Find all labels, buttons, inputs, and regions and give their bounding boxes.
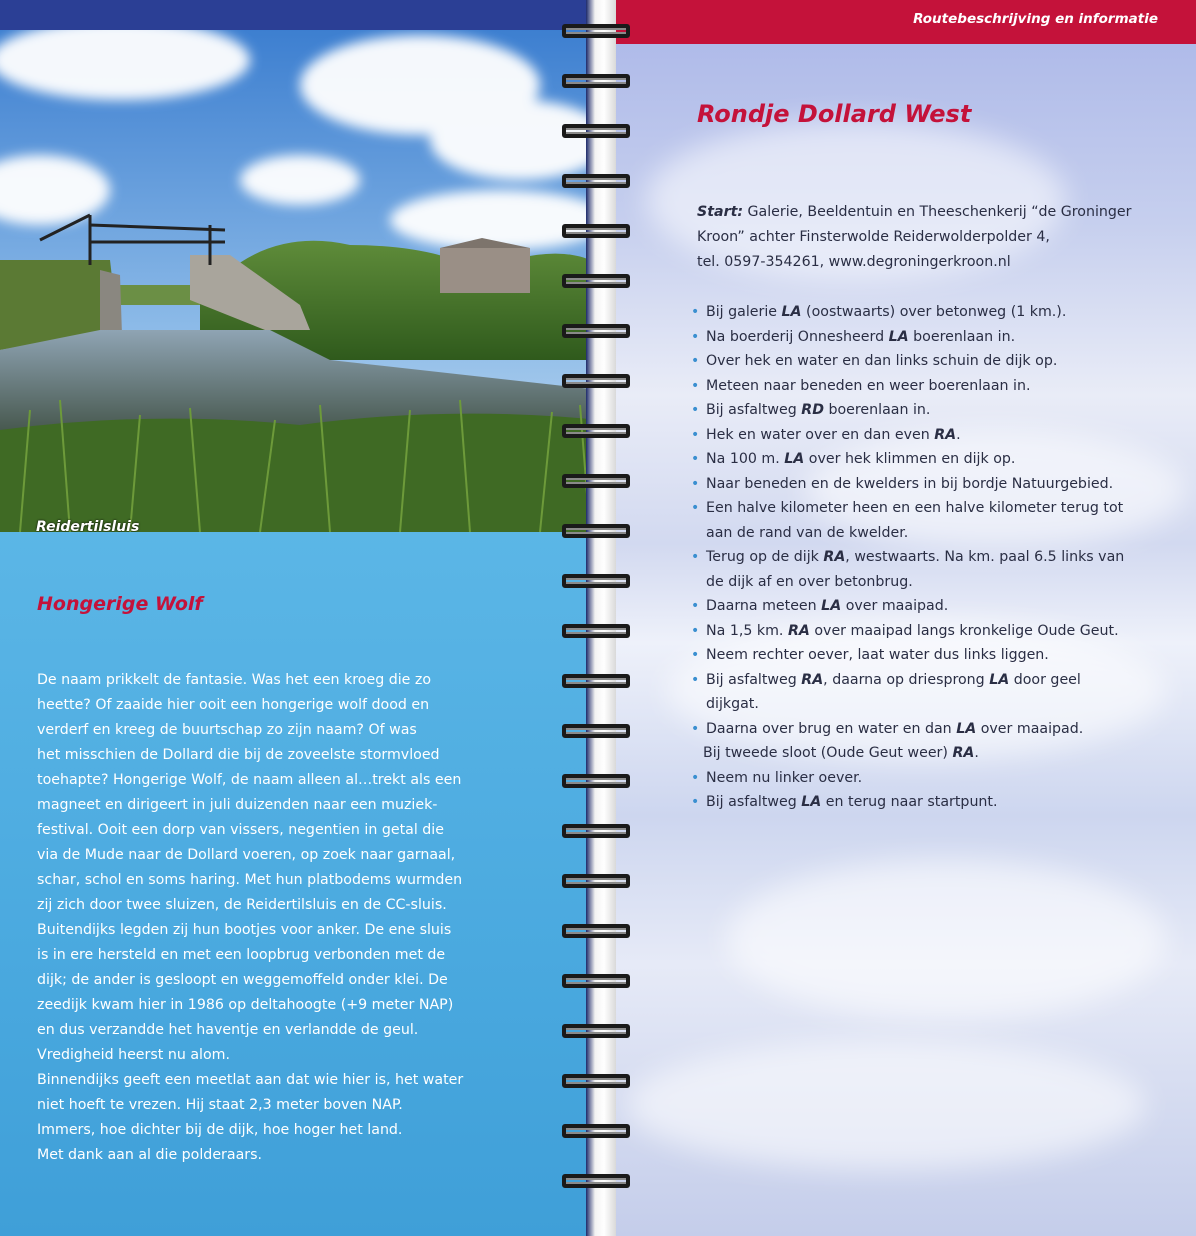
step-text: over maaipad langs kronkelige Oude Geut. bbox=[809, 622, 1119, 639]
direction-code: LA bbox=[784, 451, 805, 467]
bullet-icon: • bbox=[691, 622, 700, 639]
step-text: Neem nu linker oever. bbox=[706, 769, 863, 786]
body-line: heette? Of zaaide hier ooit een hongerige wolf dood en bbox=[37, 697, 430, 713]
direction-code: LA bbox=[888, 328, 909, 345]
step-text: . bbox=[956, 426, 961, 443]
step-text: (oostwaarts) over betonweg (1 km.). bbox=[801, 304, 1067, 320]
route-step bbox=[686, 325, 1156, 350]
route-step bbox=[686, 668, 1156, 717]
route-step bbox=[686, 594, 1156, 619]
step-text: de dijk af en over betonbrug. bbox=[706, 573, 913, 590]
direction-code: RA bbox=[801, 671, 824, 688]
bullet-icon: • bbox=[691, 769, 700, 786]
bullet-icon: • bbox=[691, 304, 700, 320]
spiral-coil bbox=[560, 22, 634, 44]
body-line: zij zich door twee sluizen, de Reidertilsluis en de CC-sluis. bbox=[37, 897, 447, 913]
spiral-coil bbox=[560, 272, 634, 294]
route-directions-list bbox=[686, 300, 1156, 815]
spiral-coil bbox=[560, 922, 634, 944]
spiral-coil bbox=[560, 972, 634, 994]
spiral-coil bbox=[560, 1072, 634, 1094]
route-step-line bbox=[706, 717, 1156, 742]
route-step bbox=[686, 423, 1156, 448]
route-step bbox=[686, 717, 1156, 742]
body-line: via de Mude naar de Dollard voeren, op zoek naar garnaal, bbox=[37, 847, 456, 863]
step-text: Terug op de dijk bbox=[706, 549, 824, 565]
bullet-icon: • bbox=[691, 549, 700, 565]
step-text: over maaipad. bbox=[976, 720, 1084, 737]
route-step bbox=[686, 398, 1156, 423]
spiral-coil bbox=[560, 822, 634, 844]
bullet-icon: • bbox=[691, 377, 700, 394]
spiral-coil bbox=[560, 572, 634, 594]
start-text: Galerie, Beeldentuin en Theeschenkerij “de Groninger bbox=[743, 204, 1132, 220]
route-step bbox=[686, 300, 1156, 325]
lock-landscape-illustration bbox=[0, 30, 600, 532]
body-line: Binnendijks geeft een meetlat aan dat wie hier is, het water bbox=[37, 1072, 464, 1088]
route-step-line bbox=[706, 496, 1156, 521]
step-text: aan de rand van de kwelder. bbox=[706, 524, 909, 541]
bullet-icon: • bbox=[691, 451, 700, 467]
spiral-coil bbox=[560, 1122, 634, 1144]
spiral-coil bbox=[560, 522, 634, 544]
bullet-icon: • bbox=[691, 671, 700, 688]
spiral-coil bbox=[560, 172, 634, 194]
route-step bbox=[686, 790, 1156, 815]
body-line: verderf en kreeg de buurtschap zo zijn naam? Of was bbox=[37, 722, 417, 738]
route-step-line bbox=[706, 325, 1156, 350]
bullet-icon: • bbox=[691, 500, 700, 516]
route-step-line bbox=[706, 619, 1156, 644]
left-top-band bbox=[0, 0, 600, 30]
start-text: Kroon” achter Finsterwolde Reiderwolderpolder 4, bbox=[697, 229, 1050, 245]
spiral-coil bbox=[560, 672, 634, 694]
direction-code: RA bbox=[787, 622, 810, 639]
direction-code: LA bbox=[989, 671, 1010, 688]
step-text: Bij asfaltweg bbox=[706, 671, 802, 688]
route-step-line bbox=[706, 570, 1156, 595]
bullet-icon: • bbox=[691, 353, 700, 369]
reidertilsluis-photo bbox=[0, 30, 600, 532]
route-step-line bbox=[706, 349, 1156, 374]
spiral-coil bbox=[560, 622, 634, 644]
direction-code: LA bbox=[821, 598, 842, 614]
spiral-coil bbox=[560, 72, 634, 94]
step-text: Meteen naar beneden en weer boerenlaan in. bbox=[706, 377, 1031, 394]
bullet-icon: • bbox=[691, 794, 700, 810]
route-step-line bbox=[706, 423, 1156, 448]
step-text: . bbox=[974, 745, 979, 761]
body-line: zeedijk kwam hier in 1986 op deltahoogte (+9 meter NAP) bbox=[37, 997, 454, 1013]
bullet-icon: • bbox=[691, 328, 700, 345]
direction-code: LA bbox=[801, 794, 822, 810]
step-text: boerenlaan in. bbox=[823, 402, 931, 418]
step-text: en terug naar startpunt. bbox=[821, 794, 998, 810]
route-step-line bbox=[706, 790, 1156, 815]
body-line: toehapte? Hongerige Wolf, de naam alleen al…trekt als een bbox=[37, 772, 462, 788]
step-text: Bij galerie bbox=[706, 304, 782, 320]
step-text: Na boerderij Onnesheerd bbox=[706, 328, 889, 345]
bullet-icon: • bbox=[691, 720, 700, 737]
route-step-line bbox=[706, 692, 1156, 717]
bullet-icon: • bbox=[691, 598, 700, 614]
step-text: Na 100 m. bbox=[706, 451, 785, 467]
direction-code: RA bbox=[934, 426, 957, 443]
left-heading: Hongerige Wolf bbox=[37, 593, 203, 615]
direction-code: RD bbox=[801, 402, 824, 418]
body-line: festival. Ooit een dorp van vissers, negentien in getal die bbox=[37, 822, 444, 838]
right-top-band bbox=[606, 0, 1196, 44]
body-line: dijk; de ander is gesloopt en weggemoffeld onder klei. De bbox=[37, 972, 448, 988]
body-line: Buitendijks legden zij hun bootjes voor anker. De ene sluis bbox=[37, 922, 452, 938]
body-line: niet hoeft te vrezen. Hij staat 2,3 meter boven NAP. bbox=[37, 1097, 403, 1113]
spiral-coil bbox=[560, 1172, 634, 1194]
body-line: magneet en dirigeert in juli duizenden naar een muziek- bbox=[37, 797, 438, 813]
step-text: Hek en water over en dan even bbox=[706, 426, 935, 443]
spiral-coil bbox=[560, 872, 634, 894]
route-step bbox=[686, 447, 1156, 472]
route-step bbox=[686, 349, 1156, 374]
spiral-binding bbox=[560, 0, 636, 1236]
spiral-coil bbox=[560, 322, 634, 344]
body-line: De naam prikkelt de fantasie. Was het een kroeg die zo bbox=[37, 672, 432, 688]
step-text: over hek klimmen en dijk op. bbox=[804, 451, 1016, 467]
body-line: Immers, hoe dichter bij de dijk, hoe hoger het land. bbox=[37, 1122, 403, 1138]
body-line: Met dank aan al die polderaars. bbox=[37, 1147, 262, 1163]
spiral-coil bbox=[560, 1022, 634, 1044]
body-line: Vredigheid heerst nu alom. bbox=[37, 1047, 230, 1063]
route-step-line bbox=[706, 643, 1156, 668]
bullet-icon: • bbox=[691, 647, 700, 663]
section-header: Routebeschrijving en informatie bbox=[913, 11, 1158, 27]
direction-code: LA bbox=[956, 720, 977, 737]
step-text: Daarna over brug en water en dan bbox=[706, 720, 957, 737]
direction-code: LA bbox=[781, 304, 802, 320]
route-step bbox=[686, 643, 1156, 668]
route-step-line bbox=[706, 472, 1156, 497]
body-line: het misschien de Dollard die bij de zoveelste stormvloed bbox=[37, 747, 440, 763]
route-step bbox=[686, 741, 1156, 766]
spiral-coil bbox=[560, 722, 634, 744]
step-text: Over hek en water en dan links schuin de dijk op. bbox=[706, 353, 1058, 369]
step-text: Neem rechter oever, laat water dus links liggen. bbox=[706, 647, 1049, 663]
start-line bbox=[697, 250, 1157, 275]
route-step-line bbox=[706, 766, 1156, 791]
route-step-line bbox=[706, 398, 1156, 423]
bullet-icon: • bbox=[691, 426, 700, 443]
route-step-line bbox=[706, 521, 1156, 546]
body-line: en dus verzandde het haventje en verlandde de geul. bbox=[37, 1022, 419, 1038]
left-body-text bbox=[37, 668, 507, 1168]
route-step-line bbox=[706, 447, 1156, 472]
direction-code: RA bbox=[952, 745, 975, 761]
route-step bbox=[686, 496, 1156, 545]
step-text: Daarna meteen bbox=[706, 598, 822, 614]
step-text: dijkgat. bbox=[706, 696, 759, 712]
spiral-coil bbox=[560, 772, 634, 794]
start-label: Start: bbox=[697, 204, 744, 220]
start-text: tel. 0597-354261, www.degroningerkroon.nl bbox=[697, 254, 1011, 270]
start-line bbox=[697, 200, 1157, 225]
route-step bbox=[686, 545, 1156, 594]
photo-caption: Reidertilsluis bbox=[36, 519, 140, 532]
route-step-line bbox=[706, 594, 1156, 619]
step-text: over maaipad. bbox=[841, 598, 949, 614]
bullet-icon: • bbox=[691, 402, 700, 418]
bullet-icon: • bbox=[691, 475, 700, 492]
route-step-line bbox=[706, 300, 1156, 325]
route-step-line bbox=[706, 545, 1156, 570]
start-info bbox=[697, 200, 1157, 275]
step-text: , westwaarts. Na km. paal 6.5 links van bbox=[845, 549, 1125, 565]
route-step bbox=[686, 374, 1156, 399]
route-title: Rondje Dollard West bbox=[697, 100, 972, 128]
route-step-line bbox=[706, 374, 1156, 399]
route-step bbox=[686, 619, 1156, 644]
spiral-coil bbox=[560, 422, 634, 444]
spiral-coil bbox=[560, 122, 634, 144]
step-text: Een halve kilometer heen en een halve kilometer terug tot bbox=[706, 500, 1124, 516]
step-text: Bij asfaltweg bbox=[706, 402, 802, 418]
step-text: , daarna op driesprong bbox=[823, 671, 990, 688]
step-text: Bij tweede sloot (Oude Geut weer) bbox=[703, 745, 953, 761]
route-step bbox=[686, 766, 1156, 791]
step-text: door geel bbox=[1009, 671, 1081, 688]
route-step bbox=[686, 472, 1156, 497]
direction-code: RA bbox=[823, 549, 846, 565]
body-line: schar, schol en soms haring. Met hun platbodems wurmden bbox=[37, 872, 463, 888]
step-text: boerenlaan in. bbox=[908, 328, 1016, 345]
step-text: Na 1,5 km. bbox=[706, 622, 788, 639]
step-text: Bij asfaltweg bbox=[706, 794, 802, 810]
spiral-coil bbox=[560, 472, 634, 494]
route-step-line bbox=[703, 741, 1156, 766]
spiral-coil bbox=[560, 372, 634, 394]
body-line: is in ere hersteld en met een loopbrug verbonden met de bbox=[37, 947, 446, 963]
step-text: Naar beneden en de kwelders in bij bordje Natuurgebied. bbox=[706, 475, 1114, 492]
start-line bbox=[697, 225, 1157, 250]
route-step-line bbox=[706, 668, 1156, 693]
spiral-coil bbox=[560, 222, 634, 244]
